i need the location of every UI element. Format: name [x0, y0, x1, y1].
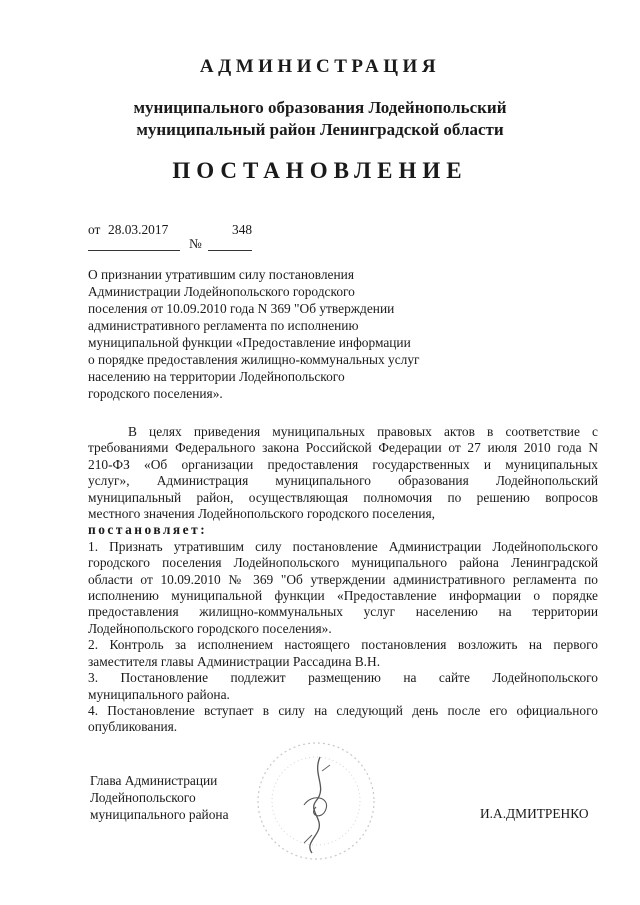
item-1-line: 1. Признать утратившим силу постановление Администрации Лодейнопольского [88, 538, 598, 554]
preamble-line: местного значения Лодейнопольского городского поселения, [88, 506, 436, 522]
org-subheading-line-2: муниципальный район Ленинградской области [136, 120, 504, 139]
subject-line: о порядке предоставления жилищно-коммунальных услуг [88, 352, 420, 367]
signatory-title-line: муниципального района [90, 807, 229, 822]
item-1-line: предоставления жилищно-коммунальных услуг населению на территории [88, 604, 598, 620]
item-2-line: 2. Контроль за исполнением настоящего постановления возложить на первого [88, 637, 598, 653]
org-heading: АДМИНИСТРАЦИЯ [199, 56, 441, 77]
item-1-line: Лодейнопольского городского поселения». [88, 620, 332, 636]
preamble-line: муниципальный район, осуществляющая полномочия по решению вопросов [88, 489, 598, 505]
item-2-line: заместителя главы Администрации Рассадина В.Н. [88, 653, 381, 669]
preamble-line: требованиями Федерального закона Российской Федерации от 27 июля 2010 года N [88, 440, 598, 456]
subject-line: Администрации Лодейнопольского городского [88, 284, 355, 299]
document-date: 28.03.2017 [108, 222, 169, 237]
subject-line: муниципальной функции «Предоставление информации [88, 335, 411, 350]
document-body [88, 424, 598, 736]
preamble-line: 210-ФЗ «Об организации предоставления государственных и муниципальных [88, 456, 598, 472]
subject-line: населению на территории Лодейнопольского [88, 369, 345, 384]
date-blank-line [88, 250, 180, 251]
signatory-title [90, 772, 229, 823]
resolve-heading: постановляет: [88, 522, 208, 538]
signatory-title-line: Глава Администрации [90, 773, 218, 788]
number-sign: № [189, 236, 202, 251]
subject-line: О признании утратившим силу постановления [88, 267, 354, 282]
stamp-and-signature-image [246, 735, 386, 865]
preamble-line: услуг», Администрация муниципального образования Лодейнопольский [88, 473, 598, 489]
item-4-line: опубликования. [88, 719, 178, 735]
org-subheading-line-1: муниципального образования Лодейнопольский [133, 98, 507, 117]
signatory-title-line: Лодейнопольского [90, 790, 196, 805]
item-1-line: исполнению муниципальной функции «Предоставление информации о порядке [88, 588, 598, 604]
document-subject [88, 266, 420, 402]
document-type-heading: ПОСТАНОВЛЕНИЕ [172, 158, 468, 183]
preamble-line: В целях приведения муниципальных правовых актов в соответствие с [128, 424, 598, 439]
item-1-line: городского поселения Лодейнопольского муниципального района Ленинградской [88, 555, 598, 571]
document-number: 348 [232, 222, 253, 237]
number-blank-line [208, 250, 252, 251]
subject-line: административного регламента по исполнению [88, 318, 359, 333]
item-3-line: муниципального района. [88, 686, 230, 702]
signatory-name: И.А.ДМИТРЕНКО [480, 806, 589, 821]
date-prefix: от [88, 222, 101, 237]
subject-line: поселения от 10.09.2010 года N 369 "Об утверждении [88, 301, 395, 316]
item-3-line: 3. Постановление подлежит размещению на сайте Лодейнопольского [88, 670, 598, 686]
item-4-line: 4. Постановление вступает в силу на следующий день после его официального [88, 702, 598, 718]
item-1-line: области от 10.09.2010 № 369 "Об утверждении административного регламента по [88, 571, 598, 587]
subject-line: городского поселения». [88, 386, 223, 401]
